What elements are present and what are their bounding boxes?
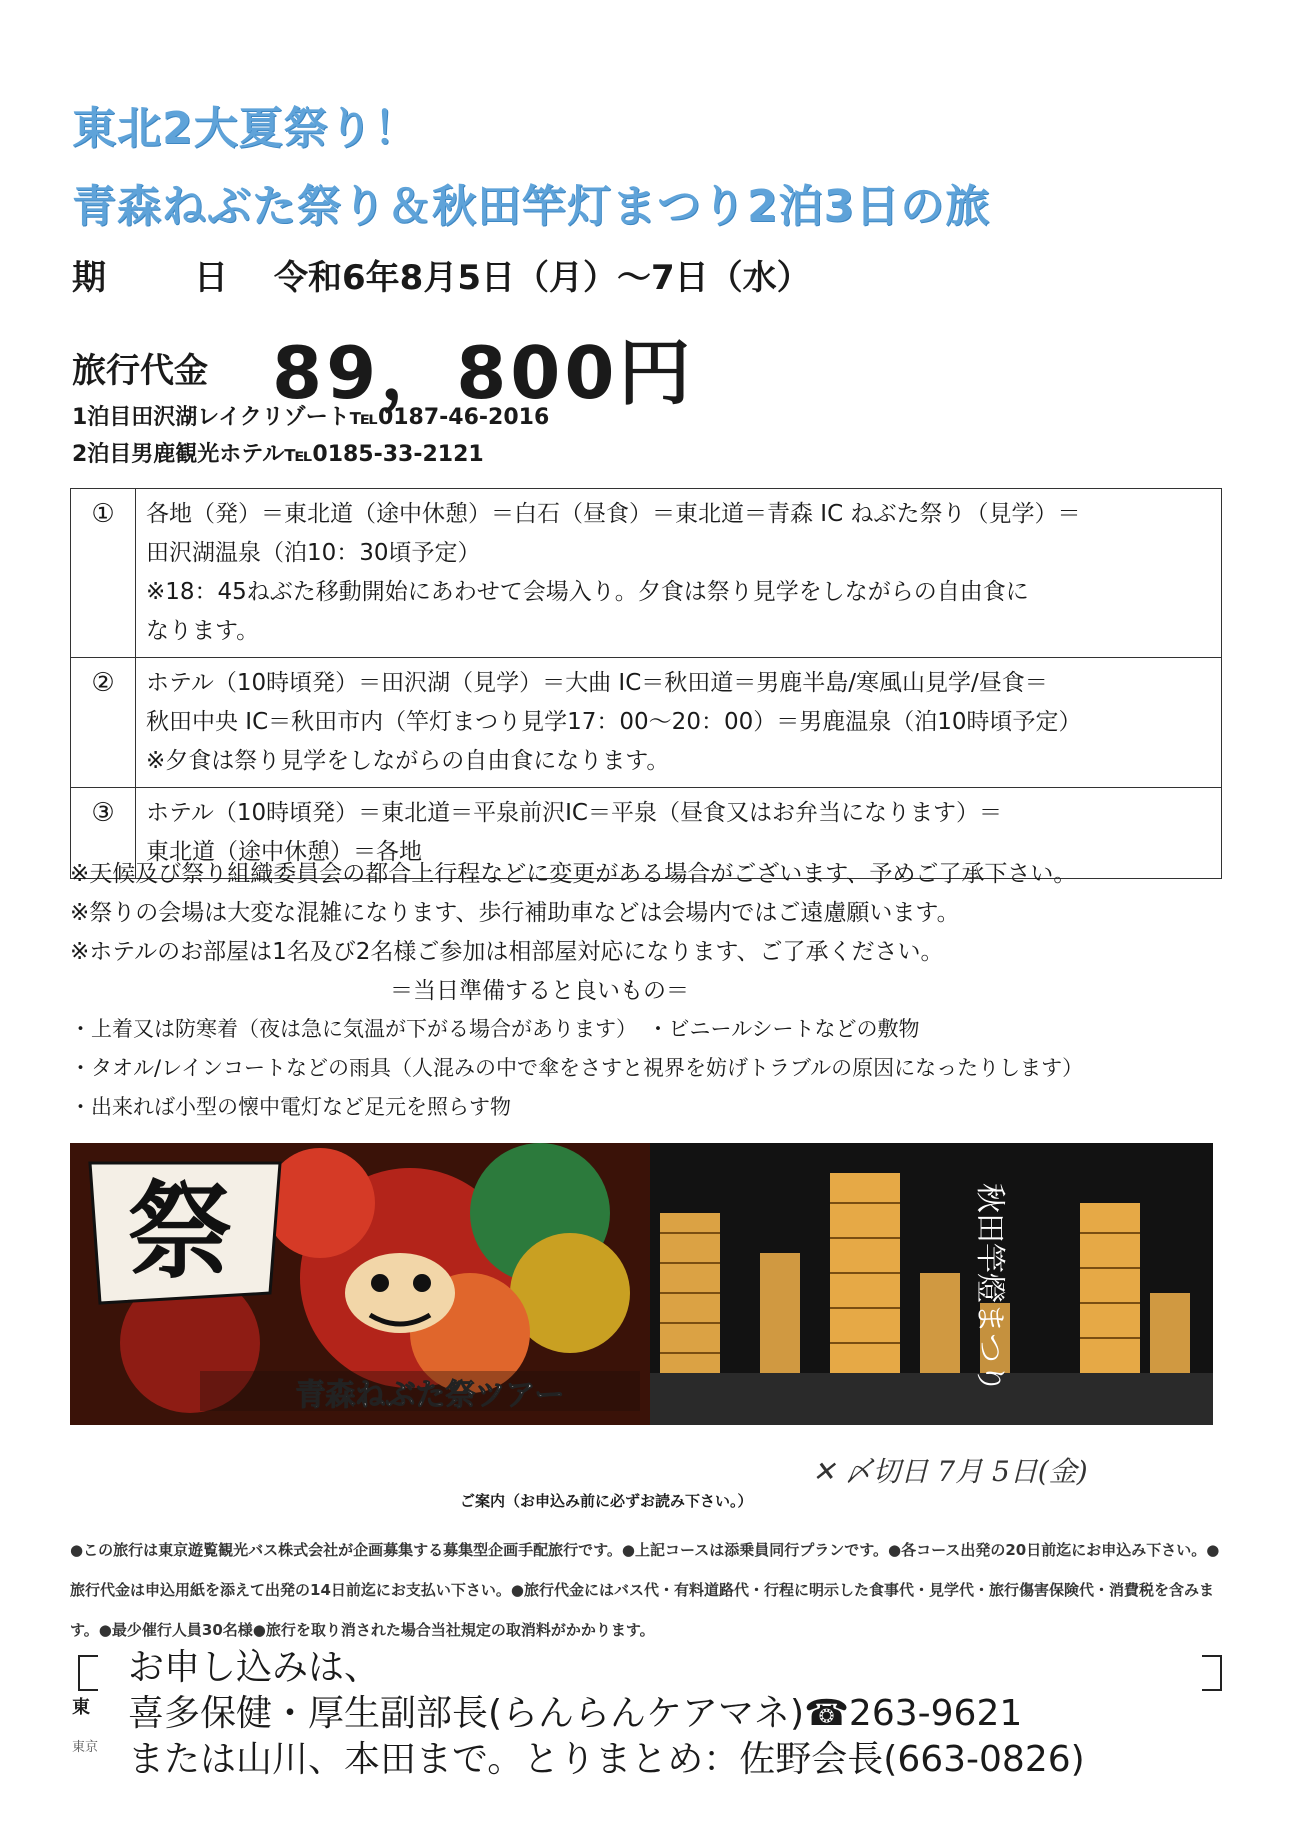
contact-box bbox=[108, 1645, 1198, 1805]
fine-print: ●この旅行は東京遊覧観光バス株式会社が企画募集する募集型企画手配旅行です。●上記コースは添乗員同行プランです。●各コース出発の20日前迄にお申込み下さい。●旅行代金は申込用紙を添えて出発の14日前迄にお支払い下さい。●旅行代金にはバス代・有料道路代・行程に明示した食事代・見学代・旅行傷害保険代・消費税を含みます。●最少催行人員30名様●旅行を取り消された場合当社規定の取消料がかかります。 bbox=[70, 1541, 1220, 1639]
day-number: ① bbox=[71, 489, 136, 658]
itinerary-table bbox=[70, 488, 1222, 879]
date-value: 令和6年8月5日（月）～7日（水） bbox=[274, 258, 811, 298]
day-detail bbox=[136, 489, 1222, 658]
nebuta-photo bbox=[70, 1143, 650, 1425]
day-number: ③ bbox=[71, 788, 136, 879]
itinerary-day-2 bbox=[71, 658, 1222, 788]
contact-line-1: お申し込みは、 bbox=[128, 1647, 381, 1688]
bracket-left bbox=[78, 1655, 98, 1691]
prep-items bbox=[70, 1010, 1083, 1127]
note-line: ※ホテルのお部屋は1名及び2名様ご参加は相部屋対応になります、ご了承ください。 bbox=[70, 939, 944, 965]
itinerary-day-1 bbox=[71, 489, 1222, 658]
photo-caption: 青森ねぶた祭ツアー bbox=[295, 1378, 565, 1413]
day-number: ② bbox=[71, 658, 136, 788]
covered-text-fragment-small: 東京 bbox=[72, 1740, 99, 1755]
kanto-photo bbox=[650, 1143, 1213, 1425]
hotel-night-1: 1泊目田沢湖レイクリゾート℡0187-46-2016 bbox=[72, 405, 550, 430]
title-line-1: 東北2大夏祭り！ bbox=[72, 103, 419, 154]
bracket-right bbox=[1202, 1655, 1222, 1691]
kanto-vertical-text: 秋田竿燈まつり bbox=[972, 1183, 1007, 1393]
itinerary-line: ※夕食は祭り見学をしながらの自由食になります。 bbox=[146, 748, 670, 774]
day-detail bbox=[136, 658, 1222, 788]
date-label-b: 日 bbox=[194, 258, 228, 298]
date-label-a: 期 bbox=[72, 258, 106, 298]
nebuta-illustration bbox=[70, 1143, 650, 1425]
price-label: 旅行代金 bbox=[72, 350, 208, 391]
guidance-heading: ご案内（お申込み前に必ずお読み下さい。） bbox=[460, 1492, 753, 1510]
deadline-handwritten-note: ✕ 〆切日 7月 5日(金) bbox=[812, 1455, 1088, 1488]
covered-text-fragment: 東 bbox=[72, 1697, 90, 1718]
itinerary-line: ※18：45ねぶた移動開始にあわせて会場入り。夕食は祭り見学をしながらの自由食に bbox=[146, 579, 1029, 605]
date-row bbox=[72, 250, 811, 299]
prep-heading: ＝当日準備すると良いもの＝ bbox=[390, 978, 689, 1004]
hotel-night-2: 2泊目男鹿観光ホテル℡0185-33-2121 bbox=[72, 442, 484, 467]
kanto-illustration bbox=[650, 1143, 1213, 1425]
note-line: ※祭りの会場は大変な混雑になります、歩行補助車などは会場内ではご遠慮願います。 bbox=[70, 900, 960, 926]
itinerary-line: なります。 bbox=[146, 618, 260, 644]
itinerary-line: ホテル（10時頃発）＝東北道＝平泉前沢IC＝平泉（昼食又はお弁当になります）＝ bbox=[146, 800, 1002, 826]
itinerary-line: ホテル（10時頃発）＝田沢湖（見学）＝大曲 IC＝秋田道＝男鹿半島/寒風山見学/昼食＝ bbox=[146, 670, 1048, 696]
contact-line-3: または山川、本田まで。とりまとめ：佐野会長(663-0826) bbox=[128, 1739, 1085, 1780]
itinerary-line: 各地（発）＝東北道（途中休憩）＝白石（昼食）＝東北道＝青森 IC ねぶた祭り（見学）＝ bbox=[146, 501, 1081, 527]
prep-item: ・タオル/レインコートなどの雨具（人混みの中で傘をさすと視界を妨げトラブルの原因になったりします） bbox=[70, 1056, 1084, 1080]
big-kanji: 祭 bbox=[127, 1171, 233, 1293]
note-line: ※天候及び祭り組織委員会の都合上行程などに変更がある場合がございます、予めご了承下さい。 bbox=[70, 861, 1077, 887]
notes-block bbox=[70, 855, 1076, 1011]
prep-item: ・出来れば小型の懐中電灯など足元を照らす物 bbox=[70, 1095, 511, 1119]
itinerary-line: 田沢湖温泉（泊10：30頃予定） bbox=[146, 540, 481, 566]
title-line-2: 青森ねぶた祭り＆秋田竿灯まつり2泊3日の旅 bbox=[72, 181, 991, 232]
itinerary-line: 東北道（途中休憩）＝各地 bbox=[146, 839, 422, 865]
contact-line-2: 喜多保健・厚生副部長(らんらんケアマネ)☎263-9621 bbox=[128, 1693, 1023, 1734]
prep-item: ・上着又は防寒着（夜は急に気温が下がる場合があります） ・ビニールシートなどの敷物 bbox=[70, 1017, 920, 1041]
itinerary-line: 秋田中央 IC＝秋田市内（竿灯まつり見学17：00～20：00）＝男鹿温泉（泊10時頃予定） bbox=[146, 709, 1082, 735]
price-value: 89，800円 bbox=[272, 331, 695, 415]
